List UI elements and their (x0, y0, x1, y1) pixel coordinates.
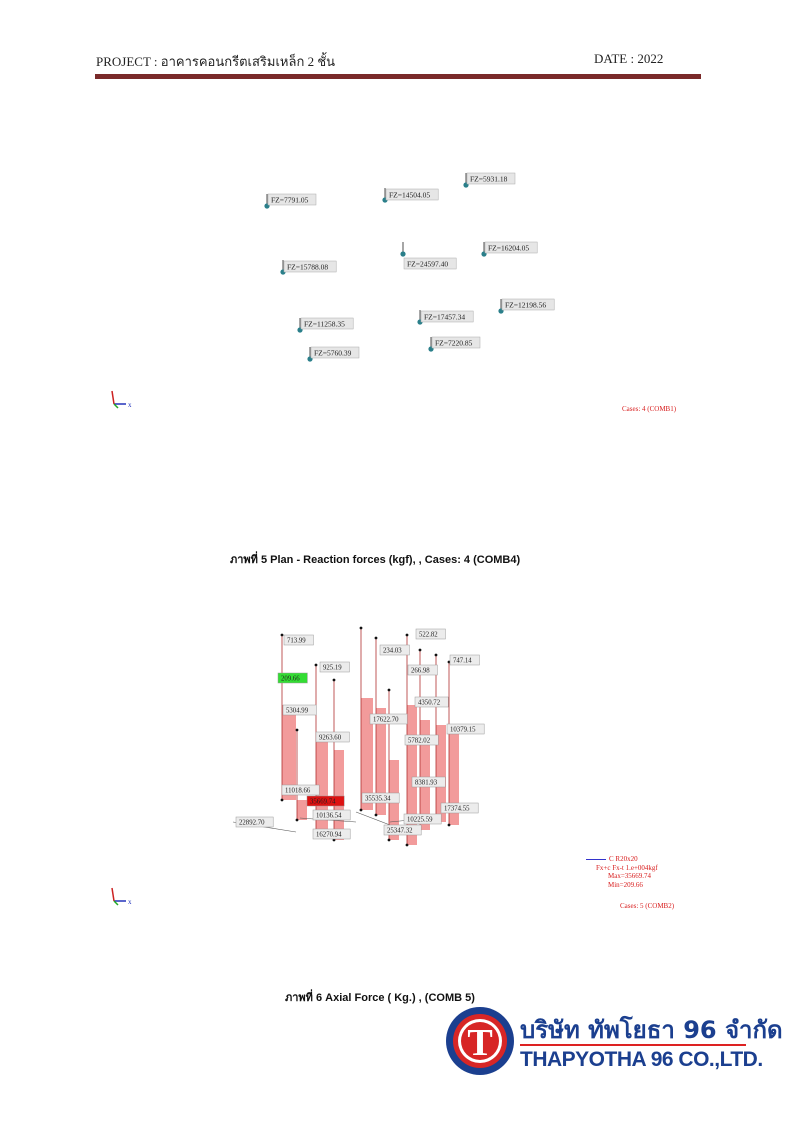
project-header: PROJECT : อาคารคอนกรีตเสริมเหล็ก 2 ชั้น (96, 54, 336, 69)
column-node (406, 844, 409, 847)
column-node (448, 824, 451, 827)
axial-label: 713.99 (287, 637, 306, 645)
column-node (406, 634, 409, 637)
fig6-cases-label: Cases: 5 (COMB2) (620, 902, 675, 910)
legend-line-icon (586, 859, 606, 860)
legend-section-label: C R20x20 (609, 855, 638, 863)
reaction-label: FZ=5760.39 (314, 348, 352, 358)
legend-section (586, 855, 658, 864)
axial-label: 209.66 (281, 675, 300, 683)
legend-min: Min=209.66 (608, 880, 643, 889)
column-node (296, 819, 299, 822)
axial-label: 8381.93 (415, 779, 438, 787)
axial-label: 234.03 (383, 647, 402, 655)
column-node (296, 729, 299, 732)
fig5-cases-label: Cases: 4 (COMB1) (622, 405, 677, 413)
logo-emblem-icon (440, 1000, 520, 1082)
axial-force-bar (334, 750, 344, 840)
axial-label: 11018.66 (285, 787, 311, 795)
column-node (419, 649, 422, 652)
axial-label: 17374.55 (444, 805, 470, 813)
reaction-label: FZ=5931.18 (470, 174, 508, 184)
reaction-label: FZ=11258.35 (304, 319, 345, 329)
axis-x-label: x (128, 898, 132, 906)
support-marker (400, 251, 405, 256)
column-node (388, 689, 391, 692)
svg-text:T: T (467, 1022, 493, 1064)
reaction-label: FZ=24597.40 (407, 259, 449, 269)
axial-label: 10136.54 (316, 812, 342, 820)
legend-scale: Fx+c Fx-t 1.e+004kgf (596, 863, 658, 872)
column-node (333, 679, 336, 682)
axial-label: 266.98 (411, 667, 430, 675)
column-node (388, 839, 391, 842)
column-node (281, 799, 284, 802)
axial-label: 747.14 (453, 657, 472, 665)
axial-label: 925.19 (323, 664, 342, 672)
axial-label: 5304.99 (286, 707, 309, 715)
axial-force-bar (297, 800, 307, 820)
axial-label: 35669.74 (310, 798, 336, 806)
fig5-caption: ภาพที่ 5 Plan - Reaction forces (kgf), , Cases: 4 (COMB4) (230, 554, 521, 566)
legend-max: Max=35669.74 (608, 872, 652, 880)
axial-label: 10225.59 (407, 816, 433, 824)
reaction-plan-figure (0, 0, 794, 540)
axial-label: 16270.94 (316, 831, 342, 839)
logo-divider (520, 1044, 746, 1046)
axial-label: 17622.70 (373, 716, 399, 724)
column-node (435, 654, 438, 657)
reaction-label: FZ=16204.05 (488, 243, 530, 253)
company-name-english: THAPYOTHA 96 CO.,LTD. (520, 1048, 763, 1071)
fig6-caption: ภาพที่ 6 Axial Force ( Kg.) , (COMB 5) (285, 992, 475, 1004)
reaction-label: FZ=14504.05 (389, 190, 431, 200)
axial-force-figure (0, 600, 794, 920)
axis-x-label: x (128, 401, 132, 409)
reaction-label: FZ=12198.56 (505, 300, 547, 310)
axial-label: 9263.60 (319, 734, 342, 742)
date-header: DATE : 2022 (594, 51, 664, 66)
column-node (315, 664, 318, 667)
company-name-thai: บริษัท ทัพโยธา 96 จำกัด (520, 1016, 783, 1044)
axial-label: 4350.72 (418, 699, 441, 707)
company-logo (440, 1000, 783, 1082)
reaction-label: FZ=17457.34 (424, 312, 466, 322)
axial-label: 10379.15 (450, 726, 476, 734)
axial-label: 25347.32 (387, 827, 413, 835)
column-node (360, 809, 363, 812)
axial-label: 35535.34 (365, 795, 391, 803)
axial-label: 5782.02 (408, 737, 431, 745)
column-node (375, 814, 378, 817)
column-node (375, 637, 378, 640)
axis-triad-icon (112, 391, 132, 409)
fig6-legend (586, 855, 658, 889)
column-node (281, 634, 284, 637)
axis-triad-icon (112, 888, 132, 906)
axial-label: 22892.70 (239, 819, 265, 827)
reaction-label: FZ=15788.08 (287, 262, 329, 272)
reaction-label: FZ=7791.05 (271, 195, 309, 205)
reaction-label: FZ=7220.85 (435, 338, 473, 348)
axial-label: 522.82 (419, 631, 438, 639)
column-node (360, 627, 363, 630)
